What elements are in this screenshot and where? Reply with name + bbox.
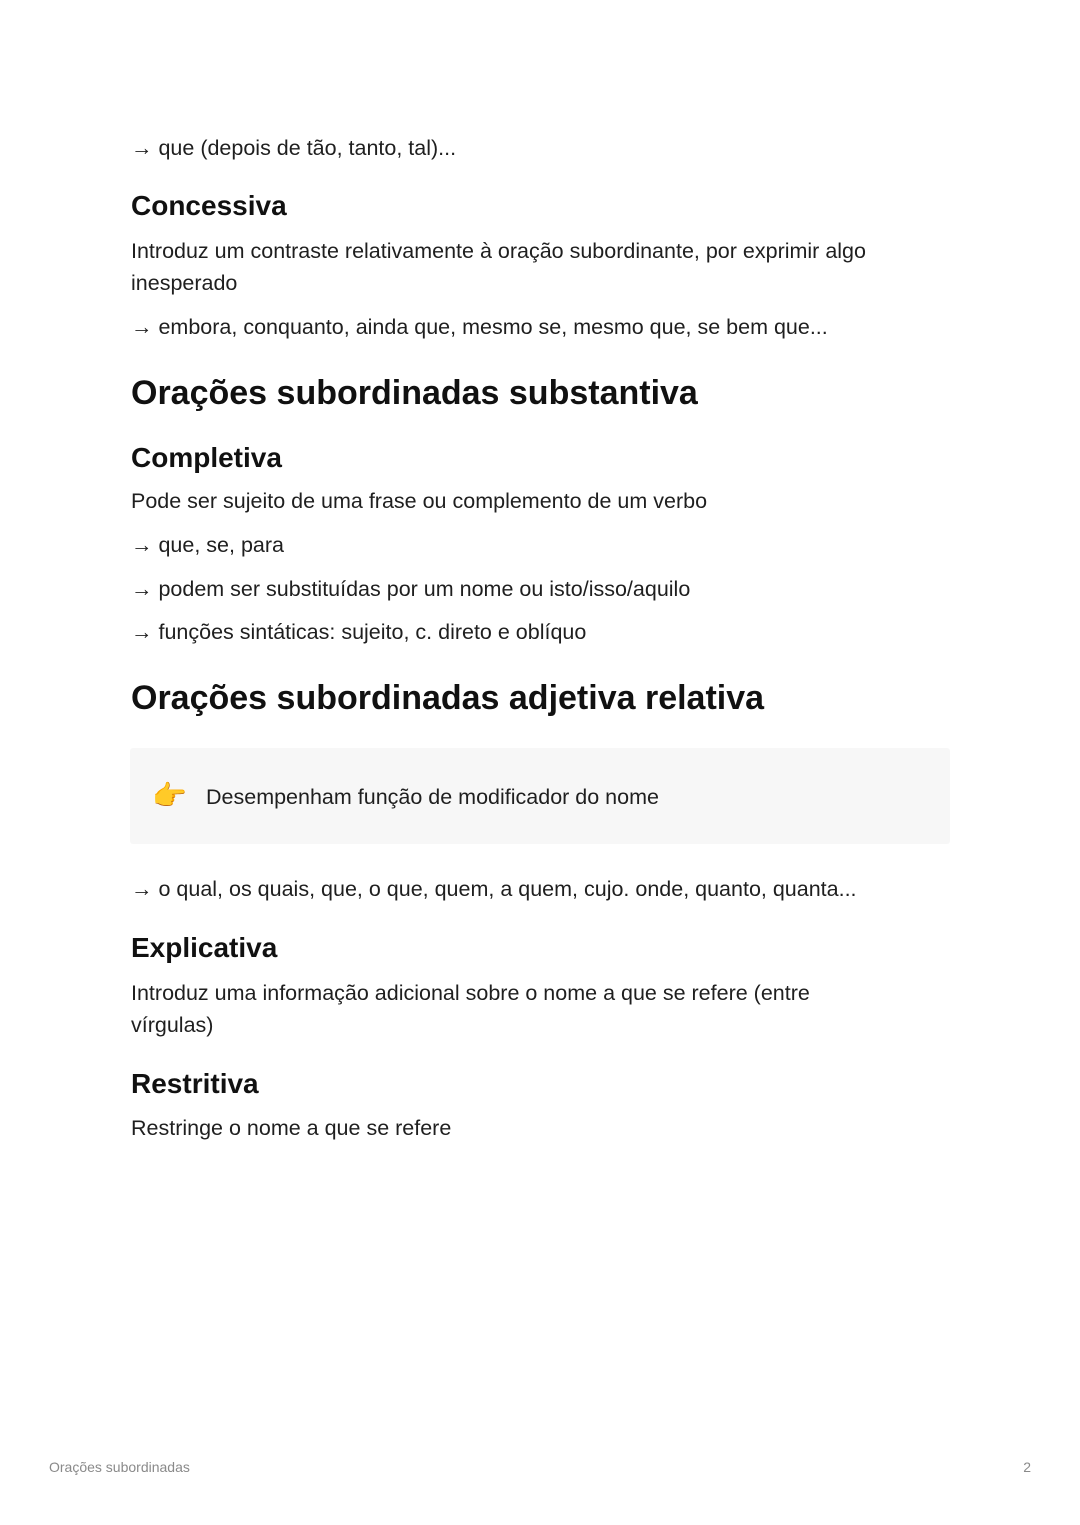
concessiva-examples: → embora, conquanto, ainda que, mesmo se, mesmo que, se bem que... bbox=[131, 315, 828, 339]
completiva-item: → funções sintáticas: sujeito, c. direto e oblíquo bbox=[131, 620, 587, 644]
explicativa-description-line2: vírgulas) bbox=[131, 1013, 214, 1037]
completiva-description: Pode ser sujeito de uma frase ou complemento de um verbo bbox=[131, 489, 708, 513]
footer-document-title: Orações subordinadas bbox=[49, 1459, 190, 1475]
restritiva-description: Restringe o nome a que se refere bbox=[131, 1116, 452, 1140]
heading-completiva: Completiva bbox=[131, 442, 282, 473]
callout-box bbox=[130, 748, 950, 844]
adjetiva-examples: → o qual, os quais, que, o que, quem, a quem, cujo. onde, quanto, quanta... bbox=[131, 877, 857, 901]
heading-concessiva: Concessiva bbox=[131, 190, 287, 221]
completiva-item: → podem ser substituídas por um nome ou isto/isso/aquilo bbox=[131, 577, 691, 601]
heading-restritiva: Restritiva bbox=[131, 1068, 259, 1099]
conjunction-list-consecutiva: → que (depois de tão, tanto, tal)... bbox=[131, 136, 457, 160]
heading-substantiva: Orações subordinadas substantiva bbox=[131, 374, 698, 412]
concessiva-description-line2: inesperado bbox=[131, 271, 238, 295]
callout-text: Desempenham função de modificador do nome bbox=[206, 785, 659, 809]
footer-page-number: 2 bbox=[1023, 1459, 1031, 1475]
concessiva-description-line1: Introduz um contraste relativamente à oração subordinante, por exprimir algo bbox=[131, 239, 866, 263]
explicativa-description-line1: Introduz uma informação adicional sobre o nome a que se refere (entre bbox=[131, 981, 810, 1005]
completiva-item: → que, se, para bbox=[131, 533, 284, 557]
heading-adjetiva: Orações subordinadas adjetiva relativa bbox=[131, 679, 765, 717]
heading-explicativa: Explicativa bbox=[131, 932, 278, 963]
pointing-hand-icon: 👉 bbox=[152, 780, 187, 811]
